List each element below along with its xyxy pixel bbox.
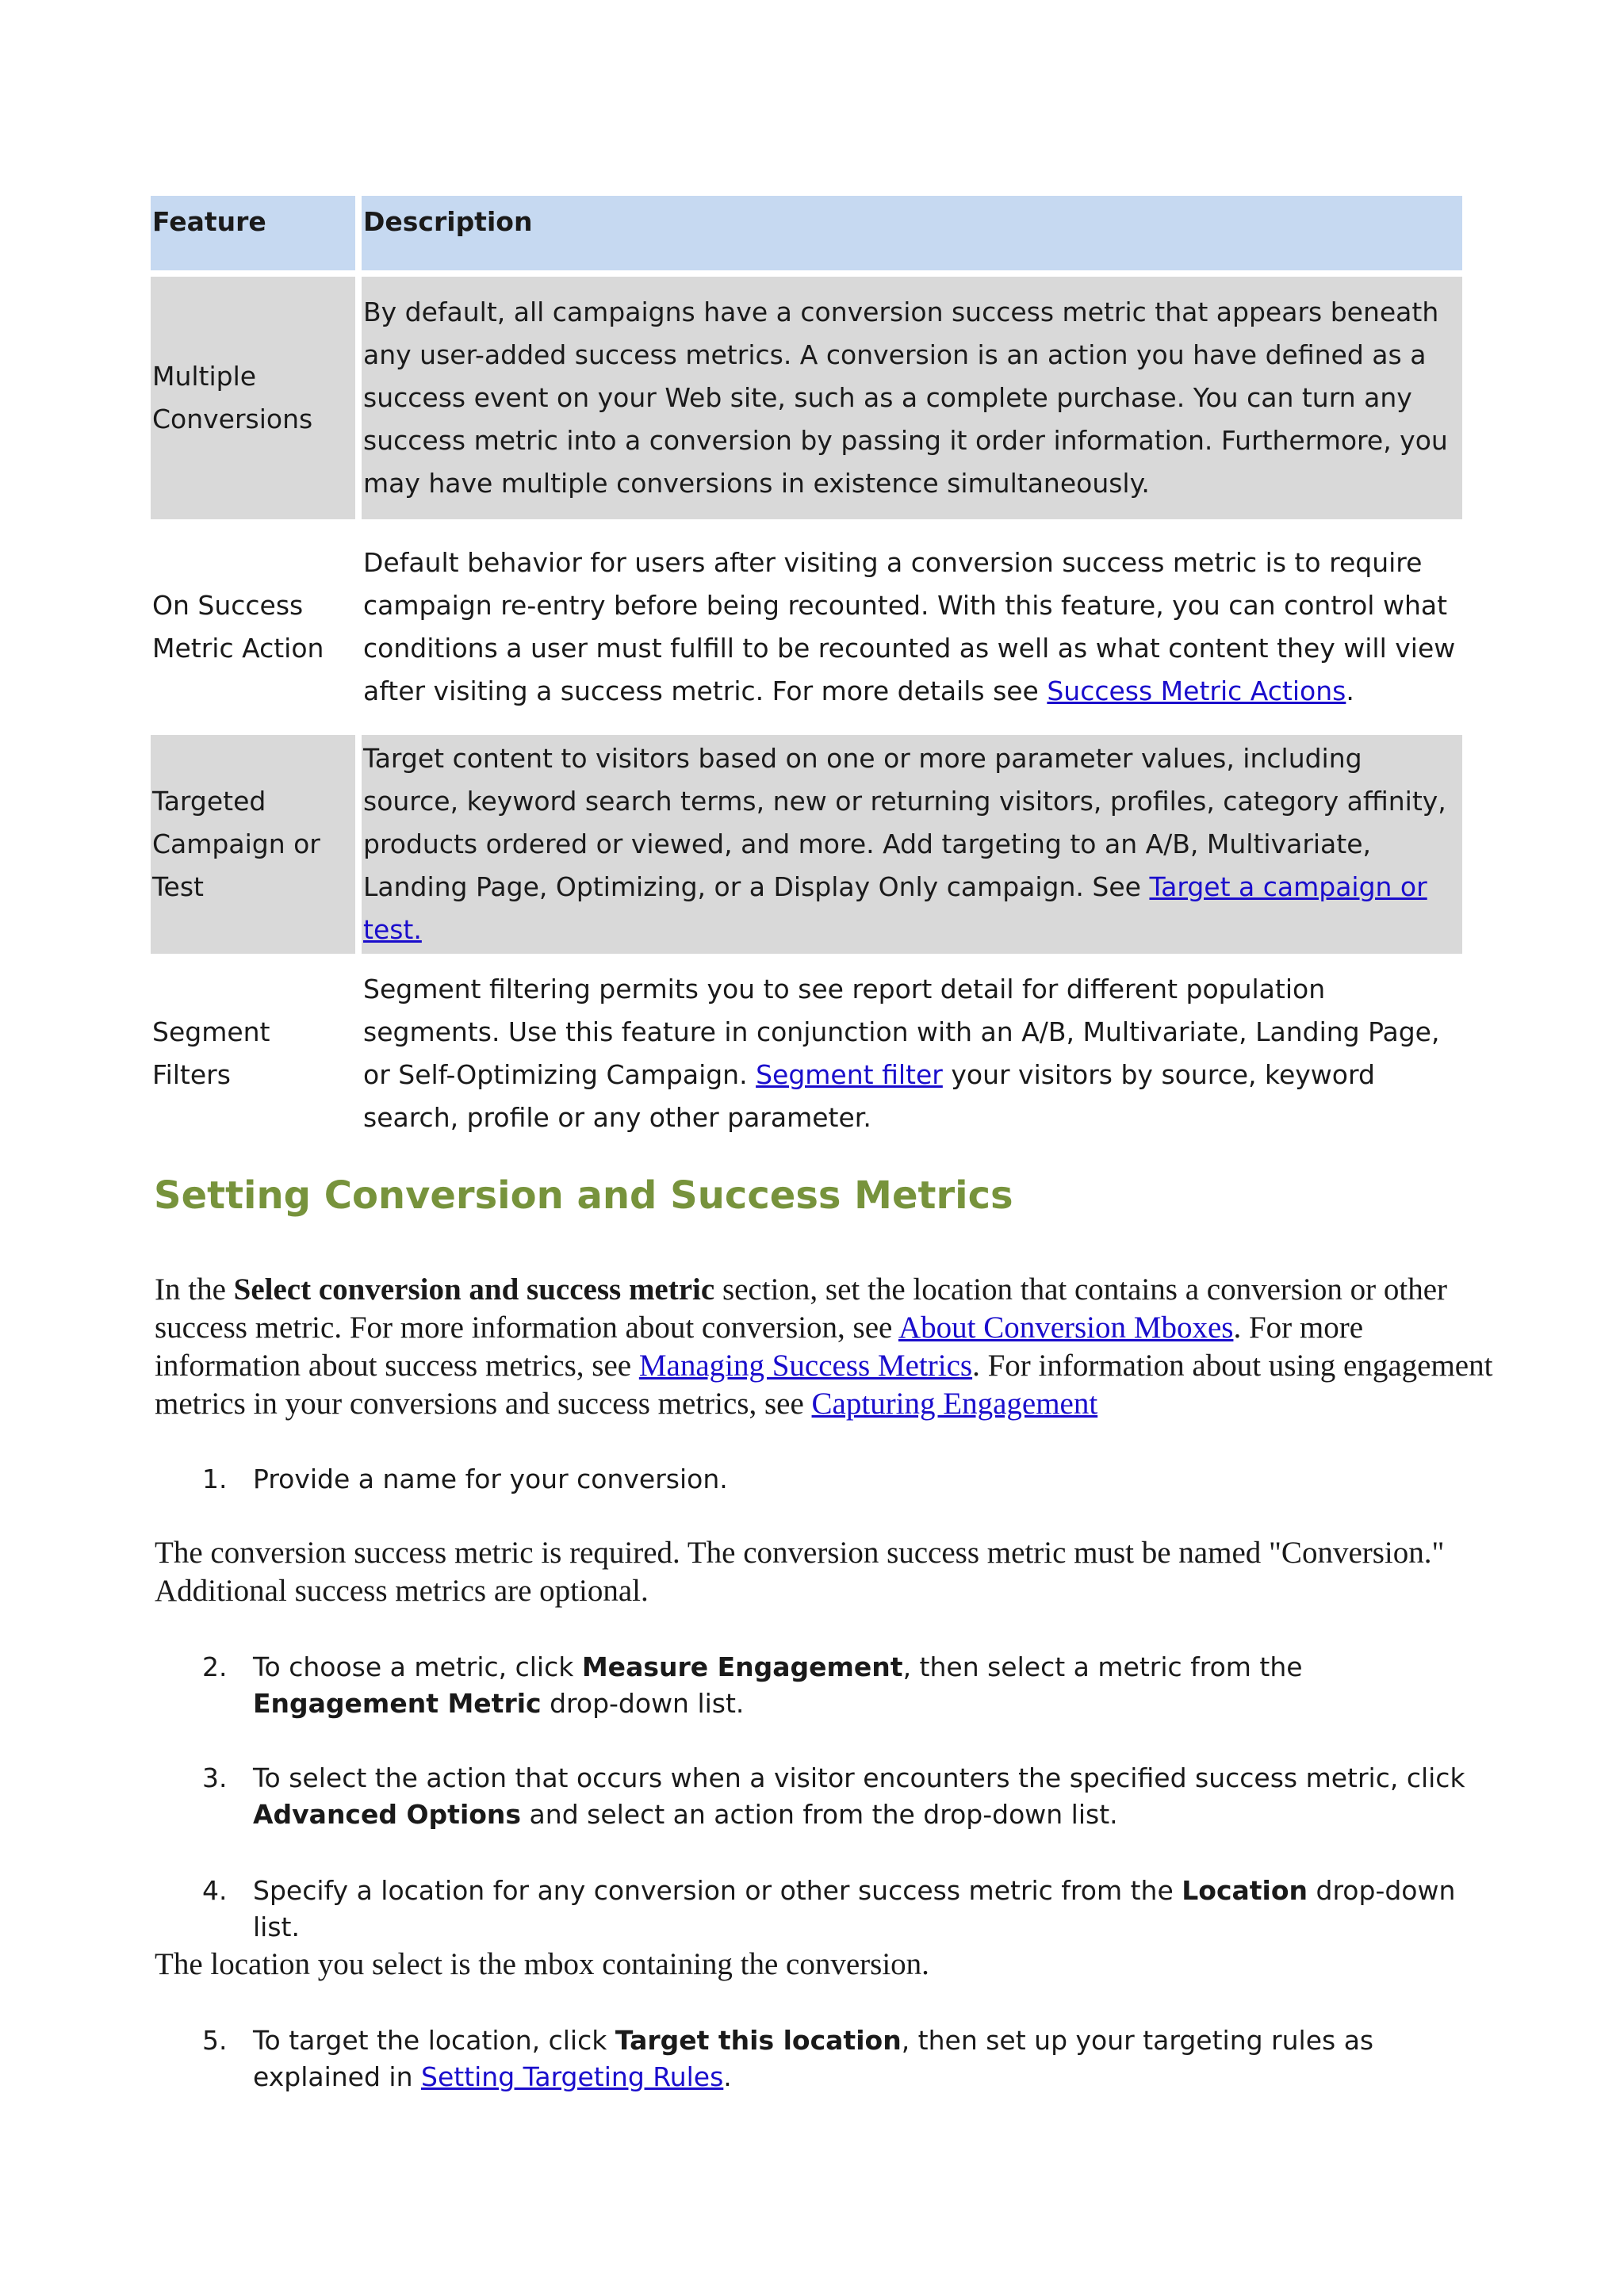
feature-cell: Targeted Campaign or Test [151, 735, 355, 954]
table-row [151, 277, 1462, 519]
target-campaign-link[interactable]: Target a campaign or test. [363, 871, 1427, 945]
description-text: your visitors by source, keyword search, profile or any other parameter. [363, 1059, 1375, 1133]
capturing-engagement-link[interactable]: Capturing Engagement [811, 1387, 1098, 1421]
step-plain-text: To choose a metric, click [253, 1651, 582, 1682]
about-conversion-mboxes-link[interactable]: About Conversion Mboxes [898, 1311, 1234, 1345]
step-bold-text: Target this location [615, 2025, 902, 2056]
description-cell: By default, all campaigns have a conversion success metric that appears beneath any user-added success metrics. A conversion is an action you have defined as a success event on your Web site, such as a complete purchase. You can turn any success metric into a conversion by passing it order information. Furthermore, you may have multiple conversions in existence simultaneously. [362, 277, 1462, 519]
description-text: Segment filtering permits you to see report detail for different population segments. Use this feature in conjunction with an A/B, Multivariate, Landing Page, or Self-Optimizing Campaign. [363, 974, 1440, 1090]
description-cell [362, 960, 1462, 1147]
step-plain-text: , then select a metric from the [902, 1651, 1303, 1682]
feature-column-header: Feature [151, 196, 355, 270]
step-bold-text: Advanced Options [253, 1799, 522, 1830]
required-note: The conversion success metric is required. The conversion success metric must be named "Conversion." Additional success metrics are optional. [155, 1536, 1445, 1608]
step-text: Provide a name for your conversion. [253, 1464, 728, 1494]
step-number: 2. [202, 1651, 228, 1682]
step-text [253, 1760, 1490, 1833]
step-bold-text: Engagement Metric [253, 1688, 542, 1719]
description-text: Default behavior for users after visiting a conversion success metric is to require campaign re-entry before being recounted. With this feature, you can control what conditions a user must fulfill to be recounted as well as what content they will view after visiting a success metric. For more details see [363, 547, 1456, 706]
step-plain-text: drop-down list. [541, 1688, 745, 1719]
step-bold-text: Location [1182, 1875, 1308, 1906]
step-number: 4. [202, 1875, 228, 1906]
step-number: 5. [202, 2025, 228, 2056]
step-number: 1. [202, 1464, 228, 1494]
table-row [151, 526, 1462, 729]
description-cell [362, 526, 1462, 729]
intro-text: . For more information about success metrics, see [155, 1311, 1363, 1383]
feature-table [144, 189, 1469, 1154]
table-row [151, 735, 1462, 954]
step-text [253, 1649, 1490, 1722]
step-text [253, 2022, 1490, 2095]
managing-success-metrics-link[interactable]: Managing Success Metrics [638, 1349, 973, 1383]
description-text: Target content to visitors based on one or more parameter values, including source, keyword search terms, new or returning visitors, profiles, category affinity, products ordered or viewed, and more. Add targeting to an A/B, Multivariate, Landing Page, Optimizing, or a Display Only campaign. See [363, 743, 1446, 902]
step-plain-text: drop-down list. [253, 1875, 1456, 1942]
step-number: 3. [202, 1762, 228, 1793]
location-note: The location you select is the mbox containing the conversion. [155, 1947, 929, 1981]
step-plain-text: , then set up your targeting rules as explained in [253, 2025, 1374, 2092]
description-text: . [1346, 675, 1354, 706]
intro-text: In the [155, 1272, 234, 1307]
segment-filter-link[interactable]: Segment filter [756, 1059, 943, 1090]
intro-paragraph [155, 1271, 1503, 1423]
step-text [253, 1873, 1490, 1946]
feature-cell: Multiple Conversions [151, 277, 355, 519]
step-plain-text: and select an action from the drop-down list. [521, 1799, 1118, 1830]
table-row [151, 960, 1462, 1147]
section-title: Setting Conversion and Success Metrics [154, 1173, 1013, 1218]
intro-bold-text: Select conversion and success metric [233, 1272, 715, 1307]
setting-targeting-rules-link[interactable]: Setting Targeting Rules [421, 2061, 724, 2092]
step-plain-text: Specify a location for any conversion or other success metric from the [253, 1875, 1182, 1906]
step-plain-text: To select the action that occurs when a visitor encounters the specified success metric, click [253, 1762, 1465, 1793]
feature-cell: On Success Metric Action [152, 590, 324, 664]
step-bold-text: Measure Engagement [581, 1651, 903, 1682]
feature-cell: Segment Filters [152, 1016, 270, 1090]
step-plain-text: . [723, 2061, 732, 2092]
intro-text: section, set the location that contains a conversion or other success metric. For more information about conversion, see [155, 1272, 1447, 1345]
description-column-header: Description [362, 196, 1462, 270]
table-header-row [151, 196, 1462, 270]
intro-text: . For information about using engagement metrics in your conversions and success metrics, see [155, 1349, 1493, 1421]
description-cell [362, 735, 1462, 954]
success-metric-actions-link[interactable]: Success Metric Actions [1047, 675, 1346, 706]
step-plain-text: To target the location, click [253, 2025, 615, 2056]
